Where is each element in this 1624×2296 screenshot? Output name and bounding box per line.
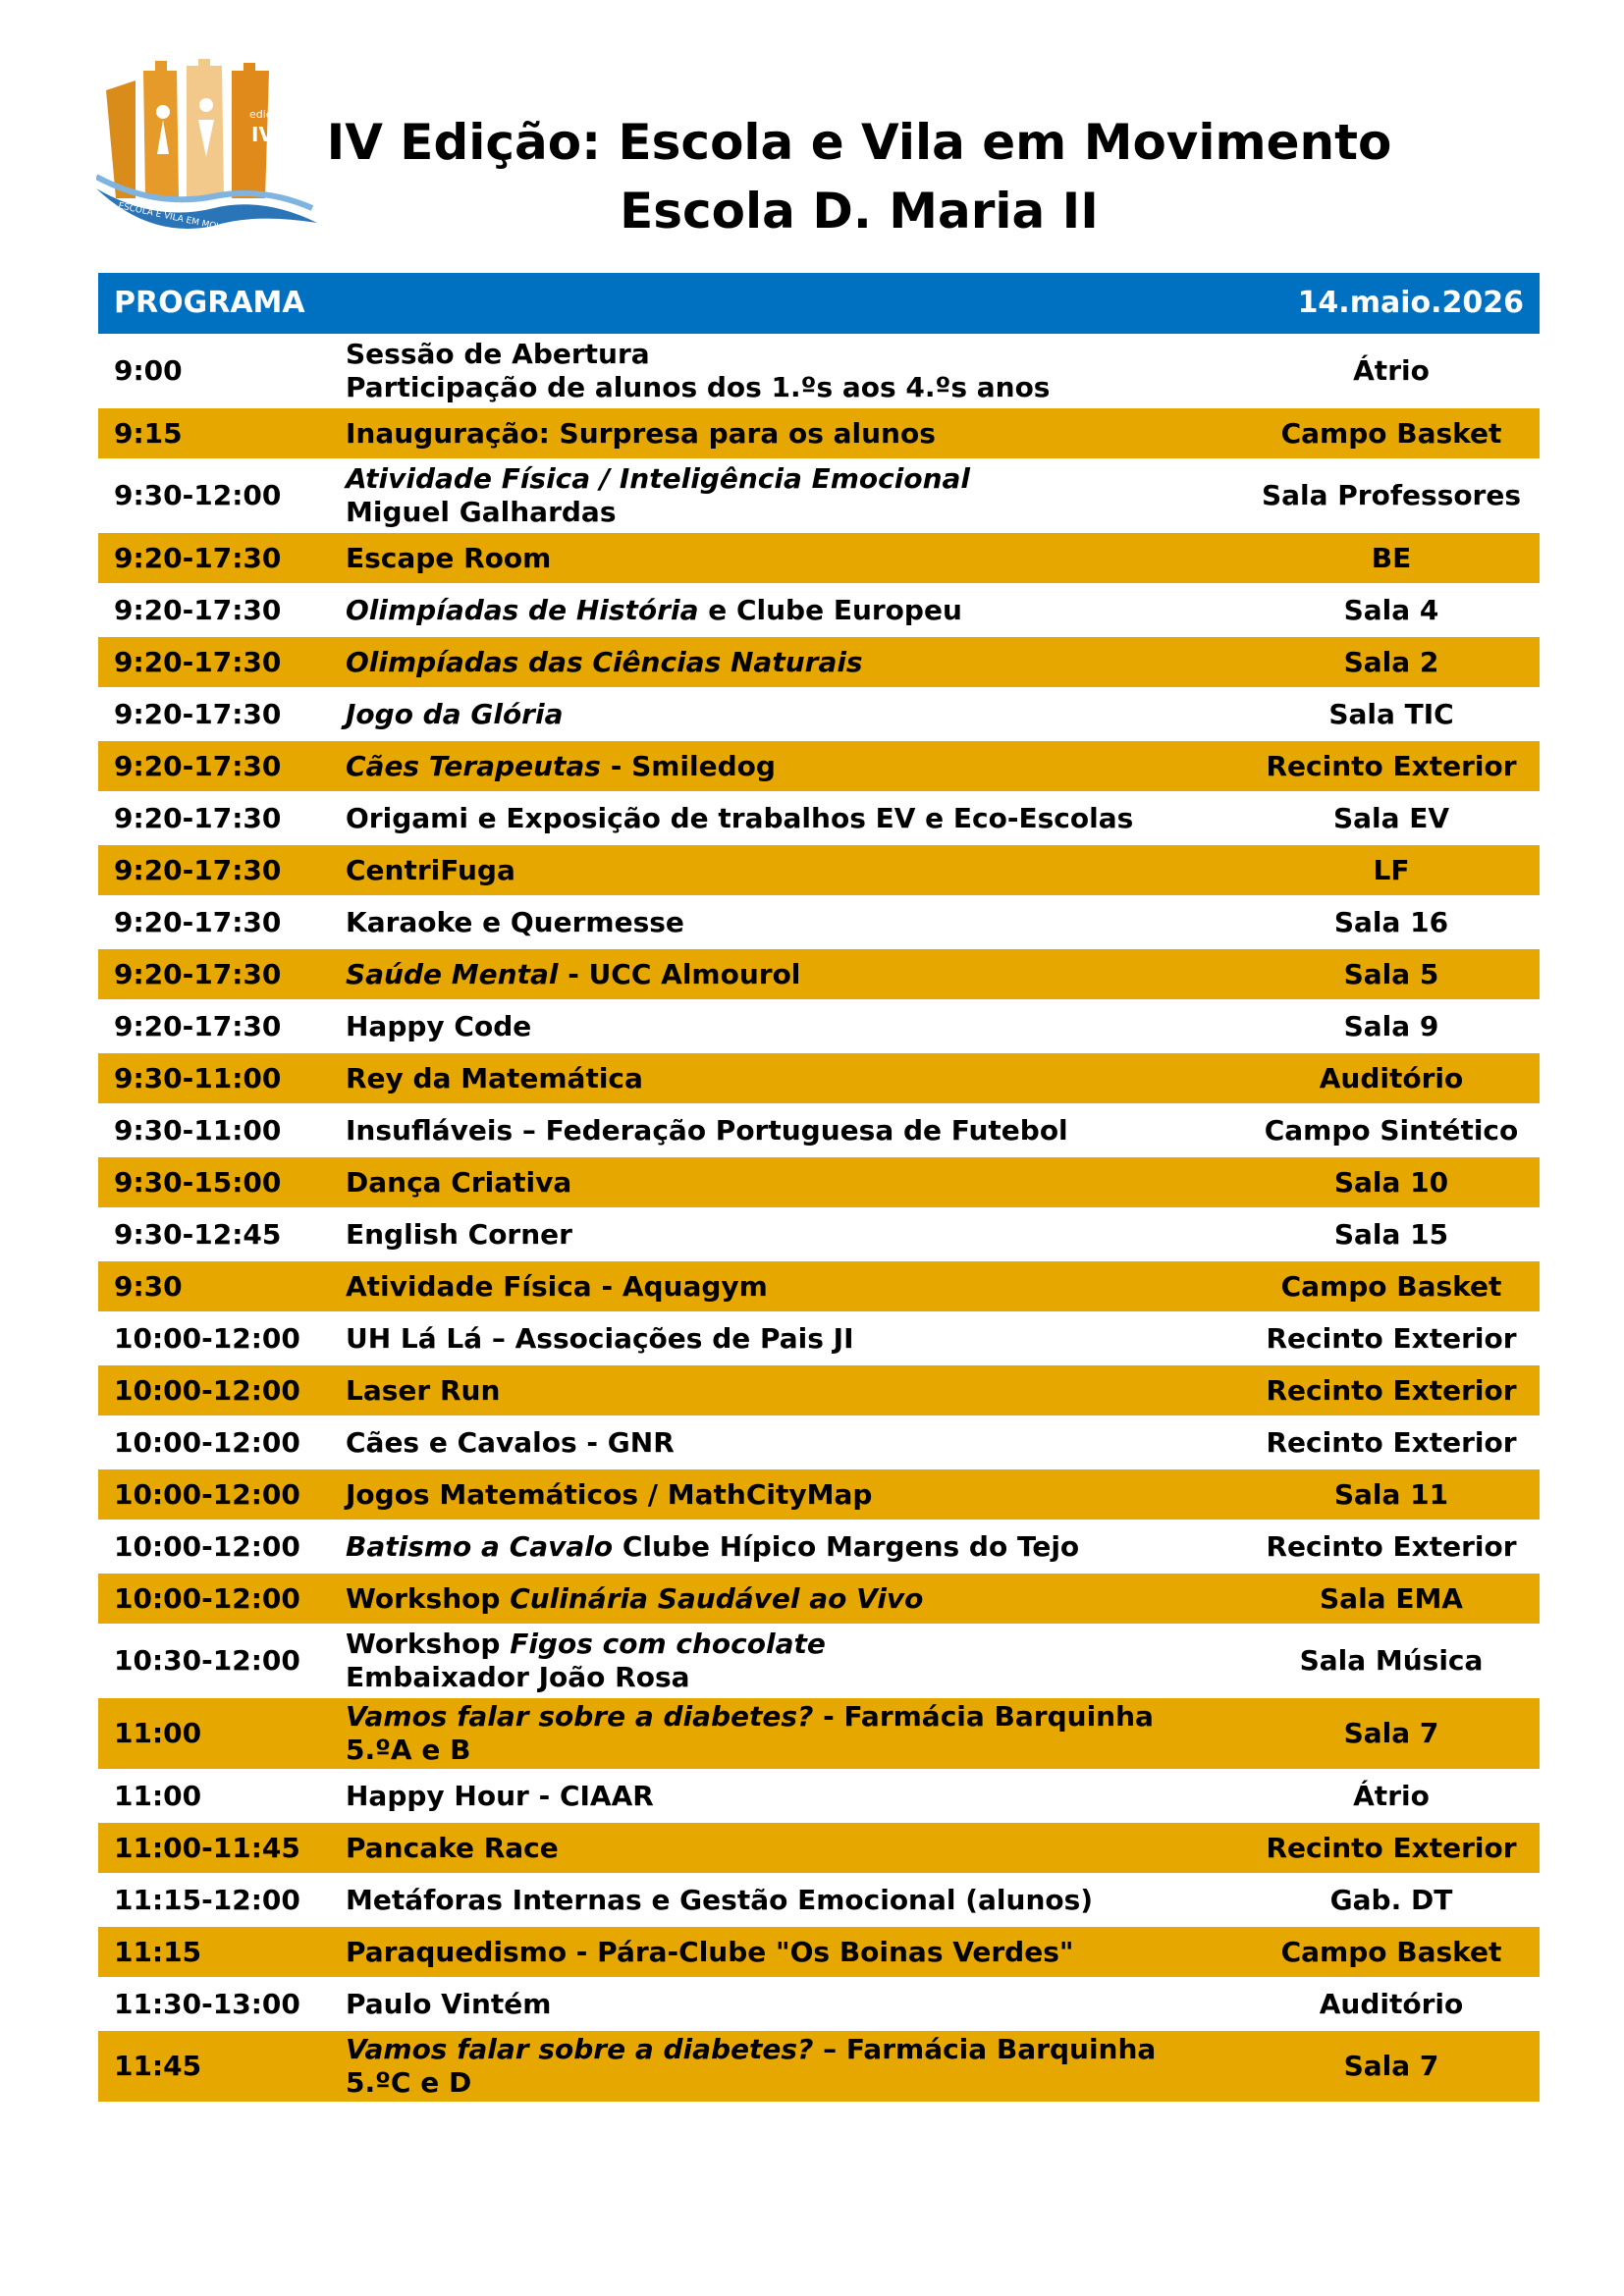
row-activity [330, 1770, 1243, 1822]
activity-text: English Corner [346, 1217, 572, 1251]
activity-text: Cães Terapeutas [346, 749, 601, 782]
row-time: 10:30-12:00 [98, 1625, 330, 1697]
activity-text: Figos com chocolate [510, 1628, 826, 1660]
activity-line [346, 1988, 1227, 2021]
table-row [98, 1697, 1540, 1770]
row-activity [330, 532, 1243, 584]
table-row [98, 532, 1540, 584]
row-time: 11:30-13:00 [98, 1978, 330, 2030]
row-location: Sala 2 [1243, 636, 1540, 688]
activity-text: Paulo Vintém [346, 1987, 552, 2020]
row-location: Sala EMA [1243, 1573, 1540, 1625]
activity-text: Origami e Exposição de trabalhos EV e Eco-Escolas [346, 801, 1134, 834]
activity-line [346, 338, 1227, 371]
activity-text: Paraquedismo - Pára-Clube "Os Boinas Verdes" [346, 1935, 1074, 1968]
row-time: 10:00-12:00 [98, 1416, 330, 1468]
row-location: Sala 7 [1243, 1697, 1540, 1770]
table-row [98, 1822, 1540, 1874]
row-time: 11:15 [98, 1926, 330, 1978]
row-activity [330, 1874, 1243, 1926]
row-location: Átrio [1243, 1770, 1540, 1822]
row-time: 11:00 [98, 1697, 330, 1770]
activity-text: CentriFuga [346, 853, 515, 886]
activity-line [346, 1780, 1227, 1813]
row-location: Átrio [1243, 335, 1540, 407]
activity-text: Pancake Race [346, 1831, 559, 1864]
row-location: Campo Sintético [1243, 1104, 1540, 1156]
logo-text-arc: ESCOLA E VILA EM MOVIMENTO [117, 201, 257, 234]
row-time: 9:20-17:30 [98, 792, 330, 844]
table-row [98, 740, 1540, 792]
row-activity [330, 1156, 1243, 1208]
activity-text: Escape Room [346, 541, 552, 574]
activity-line [346, 1478, 1227, 1512]
table-row [98, 1521, 1540, 1573]
activity-text: Jogo da Glória [346, 697, 564, 730]
row-activity [330, 792, 1243, 844]
activity-line [346, 1426, 1227, 1460]
row-activity [330, 1000, 1243, 1052]
row-activity [330, 1697, 1243, 1770]
table-row [98, 948, 1540, 1000]
table-row [98, 407, 1540, 459]
activity-line [346, 1270, 1227, 1304]
activity-text: Dança Criativa [346, 1165, 572, 1199]
activity-line [346, 371, 1227, 404]
activity-line [346, 1530, 1227, 1564]
table-row [98, 1416, 1540, 1468]
activity-text: Olimpíadas das Ciências Naturais [346, 645, 863, 678]
row-location: Sala 15 [1243, 1208, 1540, 1260]
activity-text: Miguel Galhardas [346, 496, 617, 528]
row-time: 9:30-11:00 [98, 1052, 330, 1104]
activity-text: - Smiledog [600, 749, 776, 782]
activity-line [346, 2033, 1227, 2066]
activity-line [346, 698, 1227, 731]
activity-text: - UCC Almourol [558, 957, 801, 990]
activity-line [346, 1582, 1227, 1616]
activity-line [346, 417, 1227, 451]
activity-text: Saúde Mental [346, 957, 559, 990]
activity-text: UH Lá Lá – Associações de Pais JI [346, 1321, 854, 1355]
row-location: Sala 16 [1243, 896, 1540, 948]
activity-line [346, 594, 1227, 627]
row-location: Campo Basket [1243, 407, 1540, 459]
table-row [98, 1770, 1540, 1822]
table-row [98, 1874, 1540, 1926]
row-activity [330, 459, 1243, 532]
table-row [98, 1312, 1540, 1364]
row-time: 10:00-12:00 [98, 1468, 330, 1521]
activity-text: Metáforas Internas e Gestão Emocional (alunos) [346, 1883, 1094, 1916]
activity-text: Happy Code [346, 1009, 532, 1042]
activity-text: Laser Run [346, 1373, 501, 1407]
row-activity [330, 584, 1243, 636]
row-location: Sala Professores [1243, 459, 1540, 532]
activity-line [346, 2066, 1227, 2100]
activity-line [346, 802, 1227, 835]
activity-line [346, 1628, 1227, 1661]
activity-line [346, 1661, 1227, 1694]
table-row [98, 636, 1540, 688]
row-time: 9:20-17:30 [98, 740, 330, 792]
activity-line [346, 854, 1227, 887]
row-time: 9:15 [98, 407, 330, 459]
row-location: Sala 4 [1243, 584, 1540, 636]
activity-text: Inauguração: Surpresa para os alunos [346, 416, 936, 450]
row-location: Gab. DT [1243, 1874, 1540, 1926]
activity-text: 5.ºA e B [346, 1734, 471, 1766]
row-time: 9:30 [98, 1260, 330, 1312]
row-activity [330, 1521, 1243, 1573]
activity-line [346, 906, 1227, 939]
activity-line [346, 1218, 1227, 1252]
table-row [98, 844, 1540, 896]
row-location: Auditório [1243, 1978, 1540, 2030]
row-activity [330, 407, 1243, 459]
activity-text: Sessão de Abertura [346, 338, 650, 370]
row-time: 9:30-12:45 [98, 1208, 330, 1260]
header-spacer [330, 273, 1243, 335]
row-location: Sala 11 [1243, 1468, 1540, 1521]
row-location: Sala 7 [1243, 2030, 1540, 2103]
activity-text: Karaoke e Quermesse [346, 905, 684, 938]
row-time: 9:30-15:00 [98, 1156, 330, 1208]
table-header-row [98, 273, 1540, 335]
row-time: 10:00-12:00 [98, 1573, 330, 1625]
table-row [98, 1573, 1540, 1625]
activity-line [346, 462, 1227, 496]
activity-text: Insufláveis – Federação Portuguesa de Futebol [346, 1113, 1068, 1147]
table-row [98, 1468, 1540, 1521]
row-activity [330, 1416, 1243, 1468]
activity-line [346, 542, 1227, 575]
row-time: 10:00-12:00 [98, 1364, 330, 1416]
row-time: 9:20-17:30 [98, 844, 330, 896]
title-line-2: Escola D. Maria II [620, 183, 1099, 240]
row-time: 11:00 [98, 1770, 330, 1822]
row-activity [330, 1625, 1243, 1697]
table-row [98, 1260, 1540, 1312]
table-row [98, 688, 1540, 740]
activity-line [346, 1374, 1227, 1408]
table-row [98, 2030, 1540, 2103]
row-activity [330, 335, 1243, 407]
table-row [98, 792, 1540, 844]
activity-text: 5.ºC e D [346, 2066, 472, 2099]
activity-text: Batismo a Cavalo [346, 1529, 614, 1563]
activity-text: Vamos falar sobre a diabetes? [346, 1700, 814, 1733]
row-location: Recinto Exterior [1243, 740, 1540, 792]
activity-text: Culinária Saudável ao Vivo [510, 1581, 924, 1615]
activity-line [346, 1114, 1227, 1148]
row-activity [330, 1208, 1243, 1260]
activity-text: Rey da Matemática [346, 1061, 643, 1095]
row-time: 9:20-17:30 [98, 1000, 330, 1052]
row-time: 9:20-17:30 [98, 532, 330, 584]
activity-text: - Farmácia Barquinha [813, 1700, 1154, 1733]
row-time: 9:20-17:30 [98, 636, 330, 688]
table-row [98, 896, 1540, 948]
row-activity [330, 688, 1243, 740]
table-row [98, 1364, 1540, 1416]
activity-line [346, 496, 1227, 529]
row-time: 11:15-12:00 [98, 1874, 330, 1926]
row-location: Sala 10 [1243, 1156, 1540, 1208]
row-time: 11:00-11:45 [98, 1822, 330, 1874]
row-time: 10:00-12:00 [98, 1521, 330, 1573]
row-time: 9:20-17:30 [98, 688, 330, 740]
row-location: Recinto Exterior [1243, 1312, 1540, 1364]
title-line-1: IV Edição: Escola e Vila em Movimento [326, 114, 1392, 171]
row-location: LF [1243, 844, 1540, 896]
row-activity [330, 636, 1243, 688]
table-row [98, 1625, 1540, 1697]
row-activity [330, 896, 1243, 948]
activity-line [346, 1166, 1227, 1200]
row-location: Sala EV [1243, 792, 1540, 844]
program-label: PROGRAMA [98, 273, 330, 335]
activity-text: Participação de alunos dos 1.ºs aos 4.ºs anos [346, 371, 1051, 403]
row-location: Recinto Exterior [1243, 1822, 1540, 1874]
activity-line [346, 1936, 1227, 1969]
row-time: 10:00-12:00 [98, 1312, 330, 1364]
activity-text: Vamos falar sobre a diabetes? [346, 2033, 814, 2065]
page-title [324, 108, 1394, 245]
activity-text: e Clube Europeu [698, 593, 962, 626]
row-activity [330, 1052, 1243, 1104]
activity-line [346, 1700, 1227, 1734]
row-time: 9:00 [98, 335, 330, 407]
activity-line [346, 1884, 1227, 1917]
activity-text: Clube Hípico Margens do Tejo [613, 1529, 1080, 1563]
row-time: 9:20-17:30 [98, 948, 330, 1000]
row-activity [330, 1104, 1243, 1156]
activity-line [346, 646, 1227, 679]
activity-text: Olimpíadas de História [346, 593, 699, 626]
table-row [98, 1000, 1540, 1052]
row-time: 11:45 [98, 2030, 330, 2103]
activity-text: Workshop [346, 1628, 511, 1660]
row-activity [330, 740, 1243, 792]
event-date: 14.maio.2026 [1243, 273, 1540, 335]
table-row [98, 1156, 1540, 1208]
activity-text: Jogos Matemáticos / MathCityMap [346, 1477, 873, 1511]
table-row [98, 335, 1540, 407]
activity-text: Happy Hour - CIAAR [346, 1779, 654, 1812]
row-location: Recinto Exterior [1243, 1416, 1540, 1468]
row-location: Sala TIC [1243, 688, 1540, 740]
row-activity [330, 948, 1243, 1000]
activity-line [346, 1322, 1227, 1356]
row-activity [330, 1573, 1243, 1625]
table-row [98, 1104, 1540, 1156]
table-row [98, 1926, 1540, 1978]
activity-text: Atividade Física - Aquagym [346, 1269, 768, 1303]
row-time: 9:30-12:00 [98, 459, 330, 532]
row-activity [330, 1260, 1243, 1312]
table-row [98, 584, 1540, 636]
activity-line [346, 1832, 1227, 1865]
activity-line [346, 750, 1227, 783]
activity-line [346, 1062, 1227, 1095]
table-row [98, 459, 1540, 532]
row-location: BE [1243, 532, 1540, 584]
activity-text: Cães e Cavalos - GNR [346, 1425, 675, 1459]
row-activity [330, 1926, 1243, 1978]
row-activity [330, 2030, 1243, 2103]
row-time: 9:20-17:30 [98, 584, 330, 636]
row-location: Recinto Exterior [1243, 1364, 1540, 1416]
row-location: Campo Basket [1243, 1260, 1540, 1312]
activity-text: Workshop [346, 1581, 511, 1615]
activity-text: – Farmácia Barquinha [813, 2033, 1157, 2065]
row-activity [330, 1312, 1243, 1364]
table-row [98, 1052, 1540, 1104]
row-activity [330, 1364, 1243, 1416]
row-location: Auditório [1243, 1052, 1540, 1104]
row-time: 9:30-11:00 [98, 1104, 330, 1156]
logo-text-edicao: edição [249, 108, 286, 121]
row-activity [330, 1468, 1243, 1521]
row-time: 9:20-17:30 [98, 896, 330, 948]
row-location: Sala 9 [1243, 1000, 1540, 1052]
row-location: Sala 5 [1243, 948, 1540, 1000]
activity-line [346, 1010, 1227, 1043]
row-activity [330, 1978, 1243, 2030]
activity-text: Atividade Física / Inteligência Emocional [346, 462, 971, 495]
program-table [98, 273, 1540, 2104]
logo-text-iv: IV [251, 123, 274, 146]
activity-text: Embaixador João Rosa [346, 1661, 690, 1693]
row-activity [330, 1822, 1243, 1874]
row-location: Sala Música [1243, 1625, 1540, 1697]
activity-line [346, 1734, 1227, 1767]
row-activity [330, 844, 1243, 896]
table-row [98, 1978, 1540, 2030]
row-location: Campo Basket [1243, 1926, 1540, 1978]
activity-line [346, 958, 1227, 991]
table-row [98, 1208, 1540, 1260]
school-logo [96, 51, 322, 234]
row-location: Recinto Exterior [1243, 1521, 1540, 1573]
